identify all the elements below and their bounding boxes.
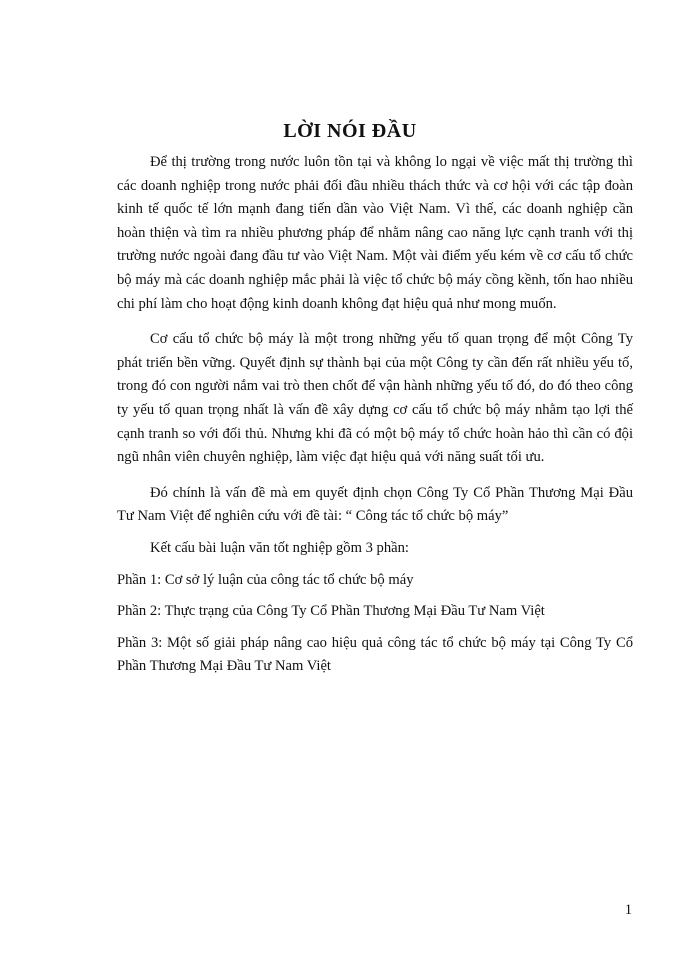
paragraph-topic: Đó chính là vấn đề mà em quyết định chọn Công Ty Cổ Phần Thương Mại Đầu Tư Nam Việt để nghiên cứu với đề tài: “ Công tác tổ chức bộ máy” (117, 484, 633, 525)
part-3-item: Phần 3: Một số giải pháp nâng cao hiệu quả công tác tổ chức bộ máy tại Công Ty Cổ Phần Thương Mại Đầu Tư Nam Việt (117, 634, 633, 675)
paragraph-structure: Cơ cấu tổ chức bộ máy là một trong những yếu tố quan trọng để một Công Ty phát triển bền vững. Quyết định sự thành bại của một Công ty cần đến rất nhiều yếu tố, trong đó con người nắm vai trò then chốt để vận hành những yếu tố đó, do đó theo công ty yếu tố quan trọng nhất là vấn đề xây dựng cơ cấu tổ chức bộ máy nhằm tạo lợi thế cạnh tranh so với đối thủ. Nhưng khi đã có một bộ máy tổ chức hoàn hảo thì cần có đội ngũ nhân viên chuyên nghiệp, làm việc đạt hiệu quả với năng suất tối ưu. (117, 331, 633, 466)
paragraph-intro: Để thị trường trong nước luôn tồn tại và không lo ngại về việc mất thị trường thì các doanh nghiệp trong nước phải đối đầu nhiều thách thức và cơ hội với các tập đoàn kinh tế quốc tế lớn mạnh đang tiến dần vào Việt Nam. Vì thế, các doanh nghiệp cần hoàn thiện và tìm ra nhiều phương pháp để nhằm nâng cao năng lực cạnh tranh với thị trường nước ngoài đang đầu tư vào Việt Nam. Một vài điểm yếu kém về cơ cấu tổ chức bộ máy mà các doanh nghiệp mắc phải là việc tổ chức bộ máy cồng kềnh, tốn hao nhiều chi phí làm cho hoạt động kinh doanh không đạt hiệu quả như mong muốn. (117, 154, 633, 312)
part-2-item: Phần 2: Thực trạng của Công Ty Cổ Phần Thương Mại Đầu Tư Nam Việt (117, 603, 545, 620)
paragraph-outline: Kết cấu bài luận văn tốt nghiệp gồm 3 phần: (150, 539, 409, 556)
document-body (117, 151, 633, 679)
page-title: LỜI NÓI ĐẦU (283, 120, 417, 142)
part-1-item: Phần 1: Cơ sở lý luận của công tác tổ chức bộ máy (117, 571, 414, 588)
page-number: 1 (624, 902, 632, 918)
